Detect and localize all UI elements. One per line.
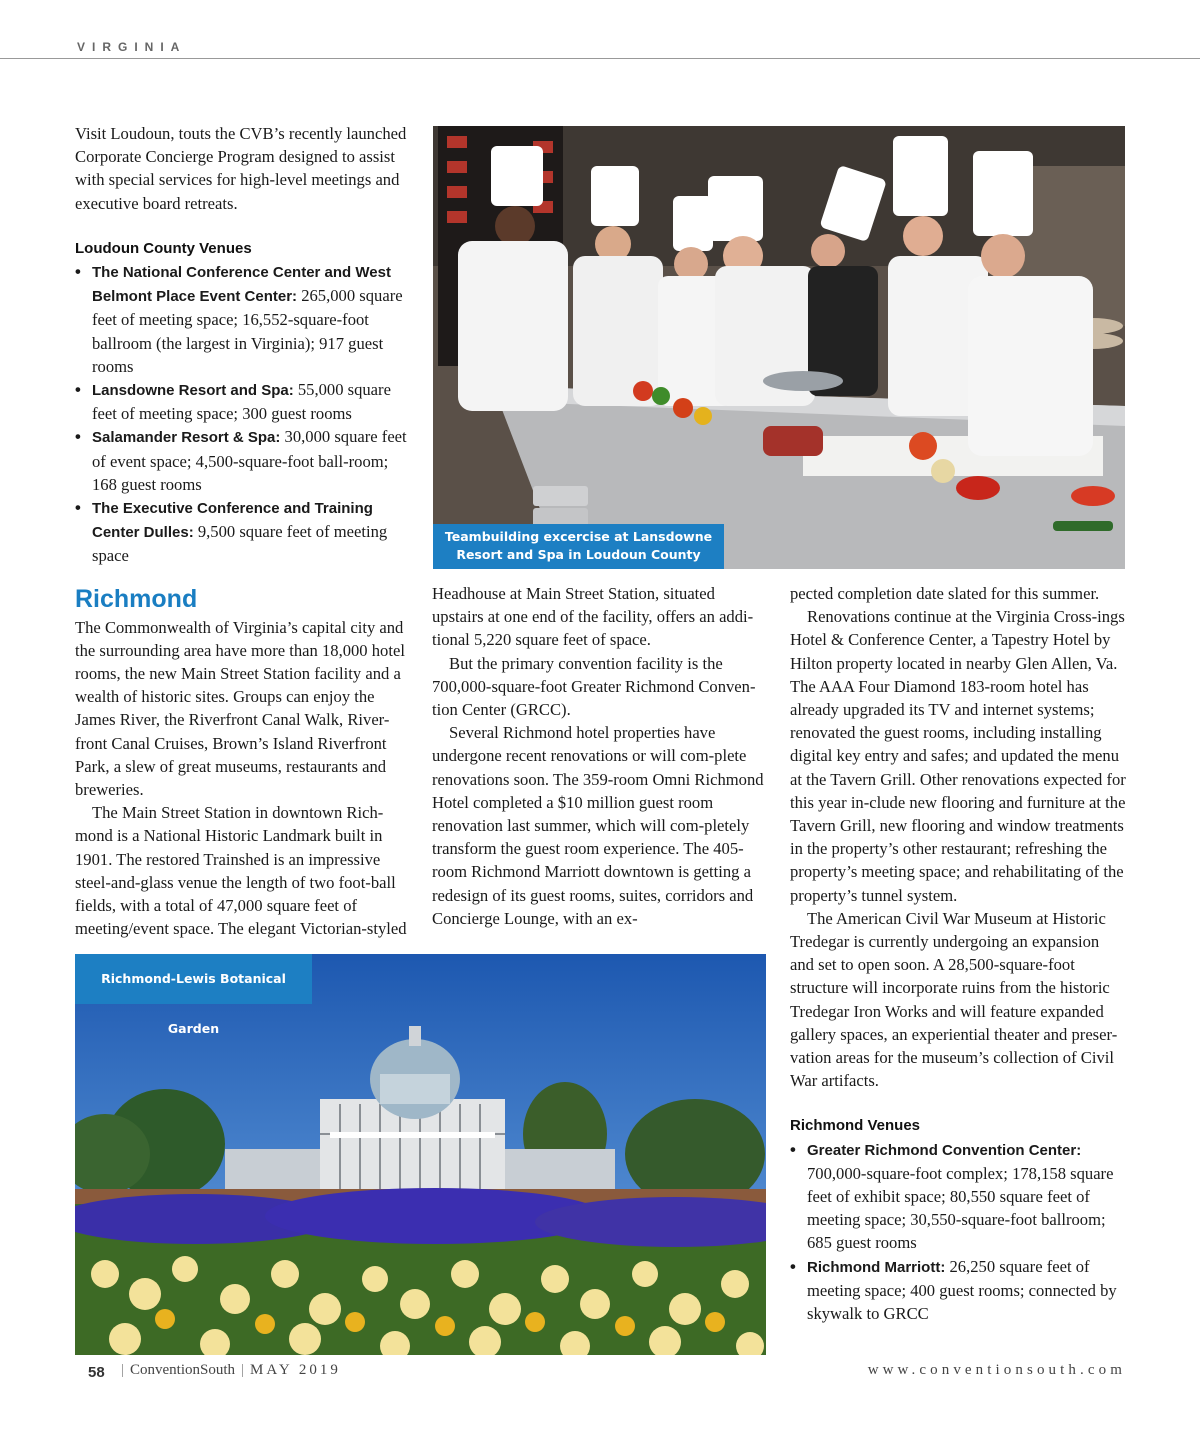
venue-name: Greater Richmond Convention Center: bbox=[807, 1141, 1082, 1159]
middle-column bbox=[432, 582, 770, 930]
website-url: www.conventionsouth.com bbox=[867, 1362, 1126, 1378]
bullet-icon: • bbox=[75, 380, 81, 400]
venue-item bbox=[75, 378, 411, 425]
left-column bbox=[75, 122, 411, 941]
bullet-icon: • bbox=[75, 427, 81, 447]
richmond-heading: Richmond bbox=[75, 584, 198, 613]
footer-separator-2: | bbox=[241, 1362, 245, 1378]
venue-details: 700,000-square-foot complex; 178,158 square feet of exhibit space; 80,550 square feet of meeting space; 30,550-square-foot ballroom; 685 guest rooms bbox=[807, 1163, 1114, 1253]
bullet-icon: • bbox=[75, 498, 81, 518]
bullet-icon: • bbox=[790, 1256, 796, 1276]
header-rule bbox=[0, 58, 1200, 59]
richmond-venues-list bbox=[790, 1138, 1126, 1326]
venue-details: 265,000 square feet of meeting space; 16,552-square-foot ballroom (the largest in Virginia); 917 guest rooms bbox=[92, 286, 403, 376]
right-paragraph-3: The American Civil War Museum at Historic Tredegar is currently undergoing an expansion and set to open soon. A 28,500-square-foot structure will incorporate ruins from the historic Tredegar Iron Works and will feature expanded gallery spaces, an experiential theater and preser-vation areas for the museum’s collection of Civil War artifacts. bbox=[790, 908, 1118, 1091]
publication-line bbox=[115, 1362, 341, 1379]
venue-item bbox=[75, 496, 411, 568]
right-paragraph-1: pected completion date slated for this summer. bbox=[790, 584, 1100, 603]
chefs-teambuilding-photo bbox=[433, 126, 1125, 569]
loudoun-venues-list bbox=[75, 260, 411, 568]
middle-paragraph-1: Headhouse at Main Street Station, situated upstairs at one end of the facility, offers an addi-tional 5,220 square feet of space. bbox=[432, 584, 754, 650]
bullet-icon: • bbox=[75, 262, 81, 282]
intro-paragraph: Visit Loudoun, touts the CVB’s recently launched Corporate Concierge Program designed to assist with special services for high-level meetings and executive board retreats. bbox=[75, 124, 407, 213]
venue-item bbox=[790, 1138, 1126, 1255]
chefs-caption-line-2: Resort and Spa in Loudoun County bbox=[456, 547, 701, 562]
venue-details: 30,000 square feet of event space; 4,500-square-foot ball-room; 168 guest rooms bbox=[92, 427, 407, 494]
richmond-venues-heading: Richmond Venues bbox=[790, 1117, 921, 1135]
venue-item bbox=[75, 260, 411, 378]
venue-name: The Executive Conference and Training Center Dulles: bbox=[92, 500, 373, 542]
middle-paragraph-2: But the primary convention facility is the 700,000-square-foot Greater Richmond Conven-tion Center (GRCC). bbox=[432, 653, 756, 720]
chefs-photo-caption bbox=[433, 524, 724, 569]
publication-name: ConventionSouth bbox=[130, 1362, 236, 1378]
page-number: 58 bbox=[88, 1364, 105, 1381]
middle-paragraph-3: Several Richmond hotel properties have undergone recent renovations or will com-plete renovations soon. The 359-room Omni Richmond Hotel completed a $10 million guest room renovation last summer, which will com-pletely transform the guest room experience. The 405-room Richmond Marriott downtown is getting a redesign of its guest rooms, suites, corridors and Concierge Lounge, with an ex- bbox=[432, 723, 764, 928]
richmond-paragraph-1: The Commonwealth of Virginia’s capital city and the surrounding area have more than 18,000 hotel rooms, the new Main Street Station facility and a wealth of historic sites. Groups can enjoy the James River, the Riverfront Canal Walk, River-front Canal Cruises, Brown’s Island Riverfront Park, a slew of great museums, restaurants and breweries. bbox=[75, 617, 405, 800]
venue-details: 9,500 square feet of meeting space bbox=[92, 522, 388, 566]
garden-photo-caption: Richmond-Lewis Botanical Garden bbox=[75, 954, 312, 1004]
venue-name: The National Conference Center and West Belmont Place Event Center: bbox=[92, 264, 391, 306]
venue-name: Salamander Resort & Spa: bbox=[92, 429, 281, 447]
bullet-icon: • bbox=[790, 1139, 796, 1159]
venue-details: 55,000 square feet of meeting space; 300 guest rooms bbox=[92, 380, 391, 424]
loudoun-venues-heading: Loudoun County Venues bbox=[75, 239, 252, 257]
section-label: VIRGINIA bbox=[77, 40, 187, 54]
richmond-paragraph-2: The Main Street Station in downtown Rich-mond is a National Historic Landmark built in 1901. The restored Trainshed is an impressive steel-and-glass venue the length of two foot-ball fields, with a total of 47,000 square feet of meeting/event space. The elegant Victorian-styled bbox=[75, 803, 407, 939]
venue-item bbox=[75, 425, 411, 496]
right-paragraph-2: Renovations continue at the Virginia Cross-ings Hotel & Conference Center, a Tapestry Hotel by Hilton property located in nearby Glen Allen, Va. The AAA Four Diamond 183-room hotel has already upgraded its TV and internet systems; renovated the guest rooms, including installing digital key entry and safes; and updated the menu at the Tavern Grill. Other renovations expected for this year in-clude new flooring and furniture at the Tavern Grill, new flooring and window treatments in the property’s other restaurant; refreshing the property’s meeting space; and rehabilitating of the property’s tunnel system. bbox=[790, 607, 1126, 905]
venue-name: Lansdowne Resort and Spa: bbox=[92, 382, 294, 400]
issue-date: MAY 2019 bbox=[250, 1362, 341, 1378]
venue-item bbox=[790, 1255, 1126, 1326]
footer-separator-1: | bbox=[121, 1362, 125, 1378]
venue-name: Richmond Marriott: bbox=[807, 1258, 946, 1276]
chefs-caption-line-1: Teambuilding excercise at Lansdowne bbox=[444, 529, 713, 544]
venue-details: 26,250 square feet of meeting space; 400 guest rooms; connected by skywalk to GRCC bbox=[807, 1256, 1117, 1324]
right-column bbox=[790, 582, 1126, 1325]
